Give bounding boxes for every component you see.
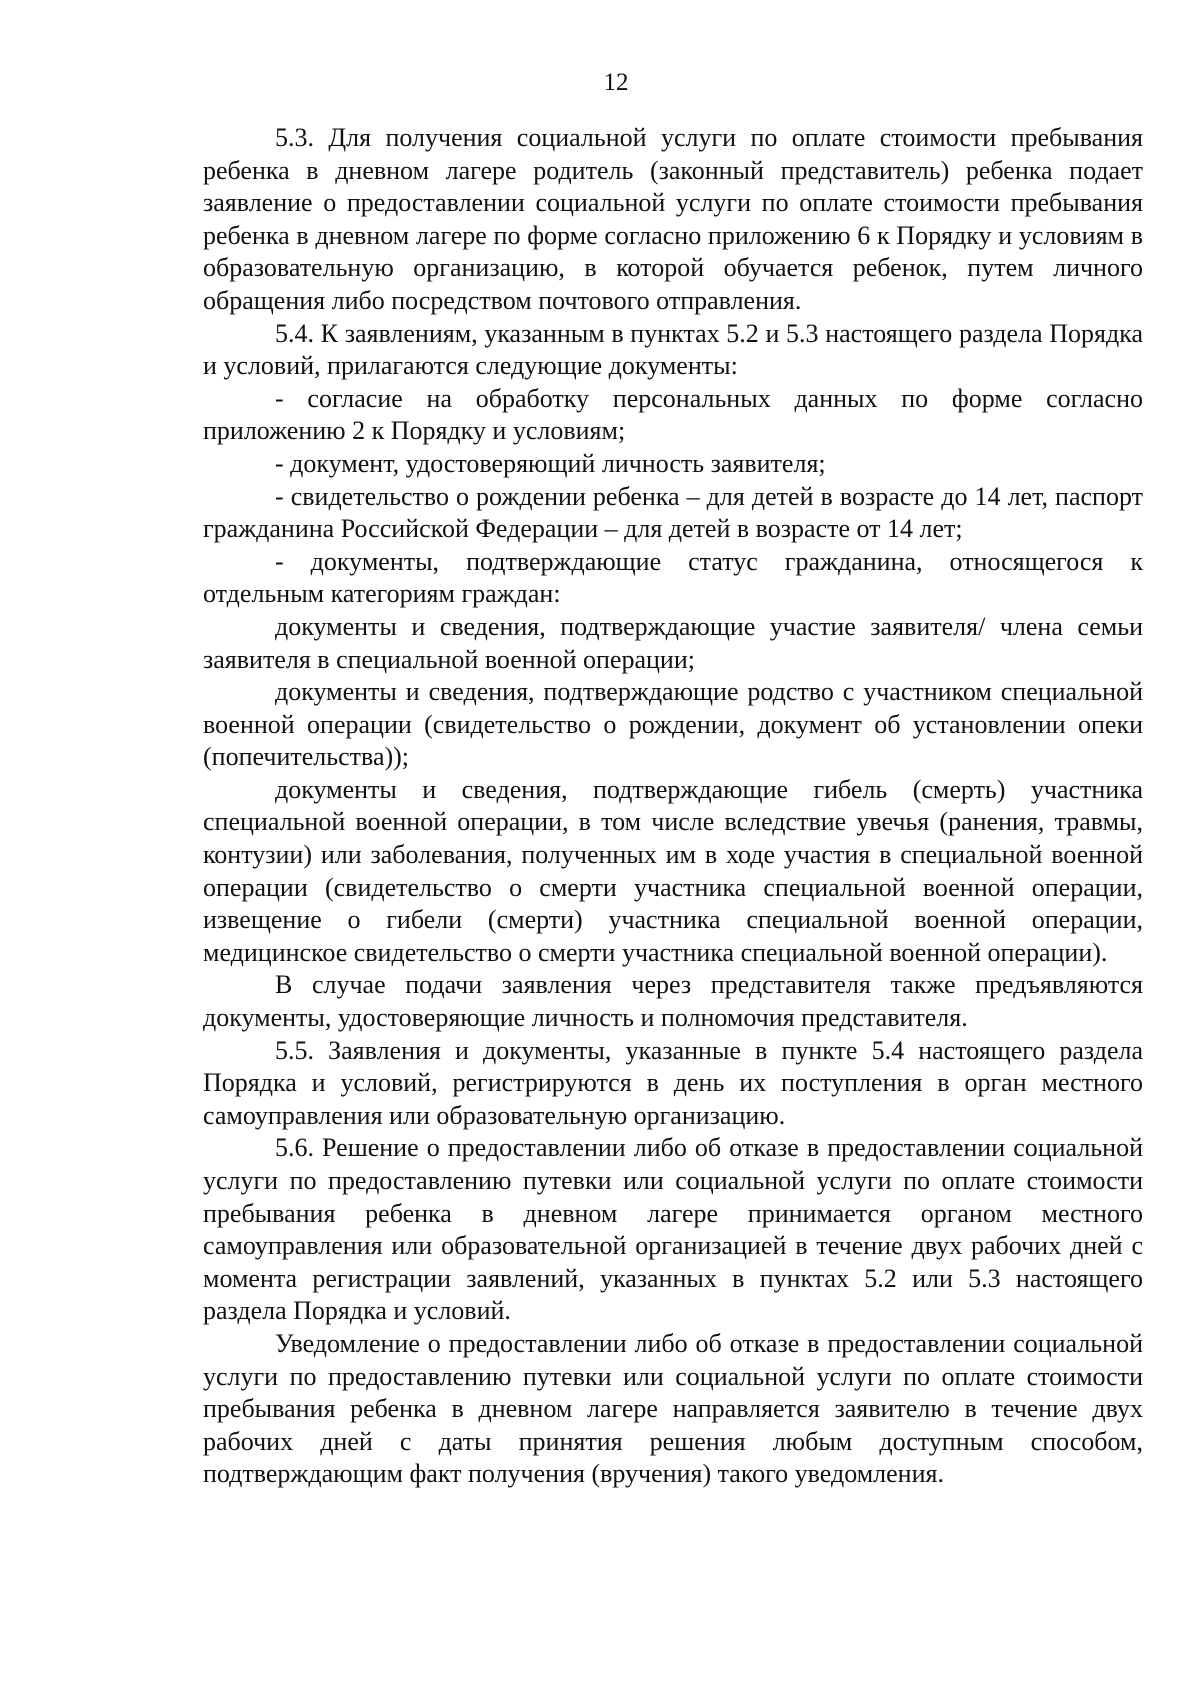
document-body (203, 122, 1143, 1491)
paragraph-kinship-docs: документы и сведения, подтверждающие родство с участником специальной военной операции (свидетельство о рождении, документ об установлении опеки (попечительства)); (203, 677, 1143, 772)
paragraph-5-6: 5.6. Решение о предоставлении либо об отказе в предоставлении социальной услуги по предоставлению путевки или социальной услуги по оплате стоимости пребывания ребенка в дневном лагере принимается органом местного самоуправления или образовательной организацией в течение двух рабочих дней с момента регистрации заявлений, указанных в пунктах 5.2 или 5.3 настоящего раздела Порядка и условий. (203, 1133, 1143, 1326)
list-item-status-documents: - документы, подтверждающие статус гражданина, относящегося к отдельным категориям граждан: (203, 546, 1143, 609)
paragraph-5-4: 5.4. К заявлениям, указанным в пунктах 5.2 и 5.3 настоящего раздела Порядка и условий, прилагаются следующие документы: (203, 318, 1143, 381)
paragraph-5-5: 5.5. Заявления и документы, указанные в пункте 5.4 настоящего раздела Порядка и условий, регистрируются в день их поступления в орган местного самоуправления или образовательную организацию. (203, 1035, 1143, 1130)
paragraph-notification: Уведомление о предоставлении либо об отказе в предоставлении социальной услуги по предоставлению путевки или социальной услуги по оплате стоимости пребывания ребенка в дневном лагере направляется заявителю в течение двух рабочих дней с даты принятия решения любым доступным способом, подтверждающим факт получения (вручения) такого уведомления. (203, 1328, 1143, 1489)
paragraph-death-docs: документы и сведения, подтверждающие гибель (смерть) участника специальной военной операции, в том числе вследствие увечья (ранения, травмы, контузии) или заболевания, полученных им в ходе участия в специальной военной операции (свидетельство о смерти участника специальной военной операции, извещение о гибели (смерти) участника специальной военной операции, медицинское свидетельство о смерти участника специальной военной операции). (203, 774, 1143, 967)
list-item-identity-document: - документ, удостоверяющий личность заявителя; (275, 448, 826, 478)
paragraph-participation-docs: документы и сведения, подтверждающие участие заявителя/ члена семьи заявителя в специальной военной операции; (203, 611, 1143, 674)
paragraph-representative: В случае подачи заявления через представителя также предъявляются документы, удостоверяющие личность и полномочия представителя. (203, 970, 1143, 1033)
list-item-birth-certificate: - свидетельство о рождении ребенка – для детей в возрасте до 14 лет, паспорт гражданина Российской Федерации – для детей в возрасте от 14 лет; (203, 481, 1143, 544)
page-number: 12 (603, 69, 629, 96)
paragraph-5-3: 5.3. Для получения социальной услуги по оплате стоимости пребывания ребенка в дневном лагере родитель (законный представитель) ребенка подает заявление о предоставлении социальной услуги по оплате стоимости пребывания ребенка в дневном лагере по форме согласно приложению 6 к Порядку и условиям в образовательную организацию, в которой обучается ребенок, путем личного обращения либо посредством почтового отправления. (203, 123, 1143, 315)
list-item-consent: - согласие на обработку персональных данных по форме согласно приложению 2 к Порядку и условиям; (203, 383, 1143, 446)
